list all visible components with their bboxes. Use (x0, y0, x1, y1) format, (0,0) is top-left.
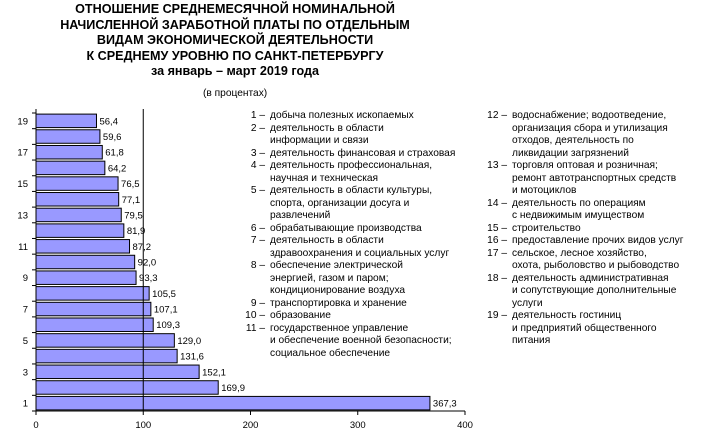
legend-number: 5 – (250, 185, 265, 196)
data-label: 64,2 (107, 163, 127, 175)
legend-text: отходов, деятельность по (512, 135, 634, 146)
data-label: 56,4 (99, 116, 118, 128)
legend-text: ликвидации загрязнений (512, 147, 629, 159)
legend-text: здравоохранения и социальных услуг (270, 247, 450, 259)
legend-text: водоснабжение; водоотведение, (512, 110, 667, 121)
x-tick-label: 0 (33, 420, 39, 431)
y-tick-label: 3 (22, 367, 28, 379)
legend-number: 9 – (250, 297, 265, 309)
title-line: К СРЕДНЕМУ УРОВНЮ ПО САНКТ-ПЕТЕРБУРГУ (86, 48, 384, 63)
bar (36, 208, 121, 221)
y-tick-label: 19 (17, 116, 28, 128)
title-line: НАЧИСЛЕННОЙ ЗАРАБОТНОЙ ПЛАТЫ ПО ОТДЕЛЬНЫМ (60, 17, 410, 32)
legend-number: 19 – (487, 310, 507, 321)
legend-number: 14 – (487, 197, 507, 209)
data-label: 87,2 (132, 241, 152, 253)
legend-text: с недвижимым имуществом (512, 210, 645, 221)
bar (36, 240, 130, 253)
chart-subtitle: (в процентах) (203, 88, 268, 99)
legend-number: 11 – (245, 322, 265, 334)
legend-number: 8 – (250, 260, 265, 271)
bar (36, 365, 199, 378)
legend-text: энергией, газом и паром; (270, 272, 389, 284)
legend-text: торговля оптовая и розничная; (512, 160, 658, 171)
legend-text: питания (512, 335, 551, 346)
legend-text: ремонт автотранспортных средств (512, 172, 677, 184)
bar (36, 334, 174, 347)
data-label: 79,5 (124, 210, 143, 222)
legend-number: 16 – (487, 235, 507, 246)
data-label: 92,0 (137, 257, 157, 269)
x-tick-label: 400 (457, 420, 473, 431)
bar (36, 193, 119, 206)
legend-number: 13 – (487, 160, 507, 171)
bar (36, 381, 218, 394)
data-label: 131,6 (180, 351, 204, 363)
data-label: 109,3 (156, 320, 181, 332)
data-label: 129,0 (177, 335, 202, 347)
legend-text: информации и связи (270, 135, 369, 146)
legend-text: государственное управление (270, 322, 409, 334)
data-label: 105,5 (152, 288, 176, 300)
legend-text: деятельность финансовая и страховая (270, 147, 456, 159)
y-tick-label: 7 (22, 304, 28, 316)
legend-text: услуги (512, 297, 543, 309)
data-label: 77,1 (121, 194, 141, 206)
data-label: 59,6 (102, 132, 122, 144)
legend-number: 1 – (250, 110, 265, 121)
legend-text: деятельность гостиниц (512, 310, 622, 321)
data-label: 367,3 (432, 398, 457, 410)
legend-number: 3 – (250, 147, 265, 159)
legend-text: деятельность административная (512, 272, 669, 284)
bar (36, 396, 430, 409)
data-label: 152,1 (202, 367, 226, 379)
legend-text: и обеспечение военной безопасности; (270, 335, 452, 346)
legend-number: 7 – (250, 235, 265, 246)
bar (36, 271, 136, 284)
legend-text: строительство (512, 222, 581, 234)
legend-text: спорта, организации досуга и (270, 197, 410, 209)
y-tick-label: 11 (18, 241, 28, 253)
legend-right (482, 110, 717, 360)
legend-number: 17 – (487, 247, 507, 259)
legend-number: 6 – (250, 222, 265, 234)
data-label: 107,1 (153, 304, 178, 316)
legend-text: охота, рыболовство и рыбоводство (512, 260, 680, 271)
legend-number: 2 – (250, 122, 265, 134)
legend-number: 12 – (487, 110, 507, 121)
legend-text: обеспечение электрической (270, 260, 403, 271)
data-label: 61,8 (105, 147, 124, 159)
y-tick-label: 13 (17, 210, 28, 222)
data-label: 76,5 (121, 179, 140, 191)
bar (36, 318, 153, 331)
bar (36, 302, 151, 315)
legend-number: 18 – (487, 272, 507, 284)
legend-number: 15 – (487, 222, 507, 234)
legend-text: транспортировка и хранение (270, 297, 407, 309)
bar (36, 224, 124, 237)
legend-text: предоставление прочих видов услуг (512, 235, 684, 246)
legend-text: деятельность в области (270, 122, 384, 134)
title-line: ВИДАМ ЭКОНОМИЧЕСКОЙ ДЕЯТЕЛЬНОСТИ (96, 33, 374, 48)
x-tick-label: 300 (349, 420, 366, 431)
bar (36, 145, 102, 158)
legend-text: и предприятий общественного (512, 322, 657, 334)
data-label: 169,9 (221, 382, 246, 394)
y-tick-label: 5 (22, 335, 28, 347)
bar (36, 130, 100, 143)
legend-text: сельское, лесное хозяйство, (512, 247, 647, 259)
bar (36, 161, 105, 174)
legend-text: и мотоциклов (512, 185, 577, 196)
legend-number: 4 – (250, 160, 265, 171)
bar (36, 177, 118, 190)
legend-text: научная и техническая (270, 172, 379, 184)
y-tick-label: 17 (17, 147, 28, 159)
x-tick-label: 200 (242, 420, 259, 431)
title-line: ОТНОШЕНИЕ СРЕДНЕМЕСЯЧНОЙ НОМИНАЛЬНОЙ (75, 2, 395, 16)
legend-text: образование (270, 310, 331, 321)
legend-text: добыча полезных ископаемых (270, 110, 414, 121)
legend-number: 10 – (245, 310, 265, 321)
legend-left (236, 110, 481, 380)
data-label: 81,9 (126, 226, 146, 238)
legend-text: кондиционирование воздуха (270, 285, 406, 296)
legend-text: и сопутствующие дополнительные (512, 285, 677, 296)
y-tick-label: 1 (22, 398, 28, 410)
y-tick-label: 15 (17, 179, 28, 191)
legend-text: деятельность профессиональная, (270, 160, 433, 171)
y-tick-label: 9 (22, 273, 28, 285)
title-line: за январь – март 2019 года (150, 64, 320, 79)
legend-text: социальное обеспечение (270, 347, 391, 359)
legend-text: развлечений (270, 210, 331, 221)
legend-text: организация сбора и утилизация (512, 122, 668, 134)
legend-text: деятельность по операциям (512, 197, 646, 209)
legend-text: обрабатывающие производства (270, 222, 422, 234)
x-tick-label: 100 (135, 420, 152, 431)
bar (36, 349, 177, 362)
bar (36, 114, 96, 127)
legend-text: деятельность в области (270, 235, 384, 246)
bar (36, 255, 135, 268)
legend-text: деятельность в области культуры, (270, 185, 433, 196)
bar (36, 287, 149, 300)
data-label: 93,3 (139, 273, 158, 285)
